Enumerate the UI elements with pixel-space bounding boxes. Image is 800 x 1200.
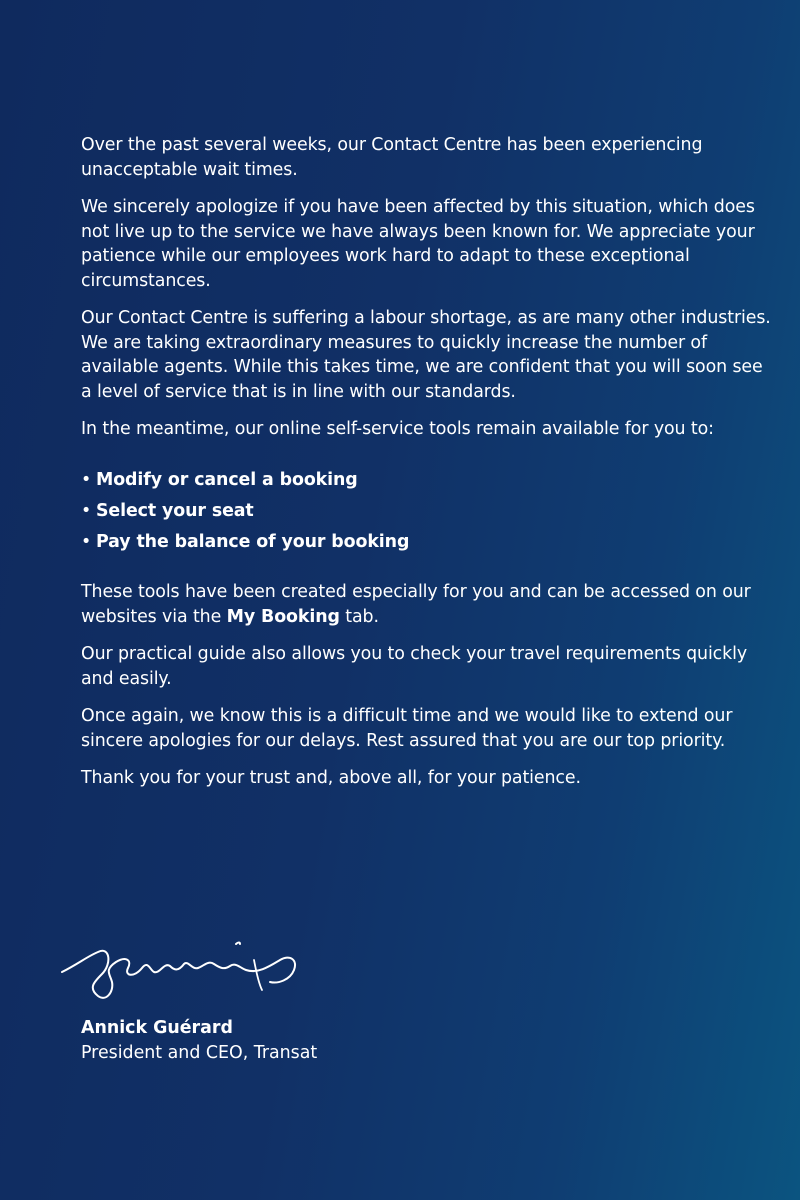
letter-body [81,133,771,791]
paragraph-apology: We sincerely apologize if you have been affected by this situation, which does not live up to the service we have always been known for. We appreciate your patience while our employees work hard to adapt to these exceptional circumstances. [81,197,755,291]
bullet-icon: • [81,469,92,490]
list-item [81,530,771,555]
my-booking-text-before: These tools have been created especially for you and can be accessed on our websites via the [81,582,751,627]
self-service-tools-list [81,468,771,555]
bullet-icon: • [81,531,92,552]
signature-image [58,930,308,1010]
tool-label: Pay the balance of your booking [96,531,410,552]
signer-title: President and CEO, Transat [81,1042,318,1063]
list-item [81,499,771,524]
my-booking-text-after: tab. [339,606,379,627]
paragraph-practical-guide: Our practical guide also allows you to check your travel requirements quickly and easily. [81,644,748,689]
paragraph-wait-times: Over the past several weeks, our Contact Centre has been experiencing unacceptable wait times. [81,135,703,180]
paragraph-my-booking [81,580,771,629]
list-item [81,468,771,493]
paragraph-self-service-intro: In the meantime, our online self-service tools remain available for you to: [81,419,714,439]
bullet-icon: • [81,500,92,521]
signer-name: Annick Guérard [81,1018,233,1038]
my-booking-tab-label: My Booking [226,606,340,627]
tool-label: Modify or cancel a booking [96,469,358,490]
signer-block [81,1016,317,1065]
paragraph-labour-shortage: Our Contact Centre is suffering a labour shortage, as are many other industries. We are taking extraordinary measures to quickly increase the number of available agents. While this takes time, we are confident that you will soon see a level of service that is in line with our standards. [81,308,771,402]
tool-label: Select your seat [96,500,254,521]
paragraph-closing-apology: Once again, we know this is a difficult time and we would like to extend our sincere apologies for our delays. Rest assured that you are our top priority. [81,706,733,751]
paragraph-thank-you: Thank you for your trust and, above all, for your patience. [81,768,581,788]
